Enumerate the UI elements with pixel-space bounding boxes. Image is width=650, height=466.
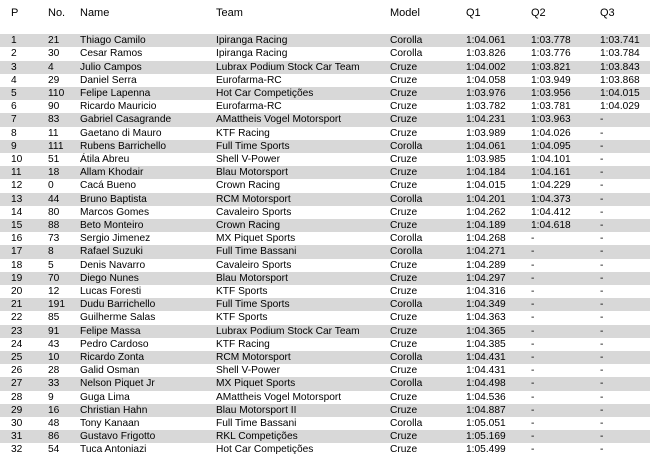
cell-q2-time: - <box>531 233 535 245</box>
cell-position: 31 <box>11 431 23 443</box>
cell-q1-time: 1:04.498 <box>466 378 506 390</box>
cell-car-model: Corolla <box>390 233 423 245</box>
cell-position: 17 <box>11 246 23 258</box>
cell-team-name: Blau Motorsport II <box>216 404 297 416</box>
header-model: Model <box>390 7 420 19</box>
header-q1: Q1 <box>466 7 481 19</box>
cell-q2-time: 1:03.821 <box>531 61 571 73</box>
table-row <box>0 87 650 100</box>
cell-q2-time: 1:04.229 <box>531 180 571 192</box>
cell-q3-time: - <box>600 206 604 218</box>
table-row <box>0 47 650 60</box>
cell-car-model: Cruze <box>390 325 418 337</box>
cell-q2-time: - <box>531 259 535 271</box>
cell-car-number: 33 <box>48 378 60 390</box>
cell-driver-name: Pedro Cardoso <box>80 338 149 350</box>
cell-q2-time: - <box>531 325 535 337</box>
cell-car-model: Cruze <box>390 74 418 86</box>
cell-car-number: 5 <box>48 259 54 271</box>
cell-driver-name: Ricardo Zonta <box>80 352 144 363</box>
cell-q3-time: 1:03.843 <box>600 61 640 73</box>
cell-q2-time: 1:04.026 <box>531 127 571 139</box>
cell-position: 21 <box>11 299 23 311</box>
cell-car-number: 9 <box>48 391 54 403</box>
cell-q3-time: - <box>600 272 604 284</box>
cell-driver-name: Julio Campos <box>80 61 142 73</box>
cell-driver-name: Nelson Piquet Jr <box>80 378 155 390</box>
table-row <box>0 61 650 74</box>
cell-q3-time: 1:03.741 <box>600 35 640 47</box>
cell-team-name: MX Piquet Sports <box>216 378 296 390</box>
cell-q2-time: - <box>531 246 535 258</box>
cell-q2-time: 1:04.618 <box>531 220 571 231</box>
cell-car-number: 16 <box>48 404 60 416</box>
cell-driver-name: Sergio Jimenez <box>80 233 151 245</box>
cell-q3-time: - <box>600 338 604 350</box>
table-row <box>0 417 650 430</box>
cell-position: 26 <box>11 365 23 377</box>
cell-q3-time: - <box>600 418 604 429</box>
cell-position: 6 <box>11 101 17 113</box>
cell-car-number: 73 <box>48 233 60 245</box>
table-row <box>0 351 650 364</box>
cell-q1-time: 1:04.058 <box>466 74 506 86</box>
cell-car-number: 28 <box>48 365 60 377</box>
table-row <box>0 364 650 377</box>
cell-position: 18 <box>11 259 23 271</box>
cell-driver-name: Ricardo Mauricio <box>80 101 157 113</box>
cell-q3-time: - <box>600 220 604 231</box>
cell-q3-time: - <box>600 154 604 165</box>
cell-driver-name: Gaetano di Mauro <box>80 127 162 139</box>
cell-position: 16 <box>11 233 23 245</box>
cell-q3-time: - <box>600 246 604 258</box>
cell-car-number: 4 <box>48 61 54 73</box>
cell-driver-name: Rafael Suzuki <box>80 246 143 258</box>
cell-car-model: Corolla <box>390 352 423 363</box>
cell-q1-time: 1:04.201 <box>466 193 506 205</box>
table-row <box>0 430 650 443</box>
cell-driver-name: Guilherme Salas <box>80 312 156 324</box>
cell-driver-name: Lucas Foresti <box>80 286 142 297</box>
cell-driver-name: Denis Navarro <box>80 259 146 271</box>
cell-position: 15 <box>11 220 23 231</box>
table-row <box>0 272 650 285</box>
cell-q1-time: 1:04.365 <box>466 325 506 337</box>
cell-car-model: Cruze <box>390 286 418 297</box>
cell-position: 28 <box>11 391 23 403</box>
cell-car-model: Corolla <box>390 48 423 60</box>
cell-car-model: Cruze <box>390 404 418 416</box>
cell-driver-name: Bruno Baptista <box>80 193 147 205</box>
cell-position: 4 <box>11 74 17 86</box>
table-row <box>0 377 650 390</box>
cell-position: 30 <box>11 418 23 429</box>
cell-q2-time: - <box>531 299 535 311</box>
cell-q1-time: 1:04.015 <box>466 180 506 192</box>
cell-q1-time: 1:03.976 <box>466 88 506 99</box>
cell-q3-time: - <box>600 127 604 139</box>
cell-car-number: 21 <box>48 35 60 47</box>
cell-car-model: Corolla <box>390 246 423 258</box>
cell-position: 9 <box>11 140 17 152</box>
cell-team-name: Ipiranga Racing <box>216 48 288 60</box>
cell-car-number: 48 <box>48 418 60 429</box>
cell-q1-time: 1:04.061 <box>466 140 506 152</box>
cell-q3-time: - <box>600 193 604 205</box>
table-row <box>0 245 650 258</box>
cell-position: 23 <box>11 325 23 337</box>
cell-q2-time: 1:04.095 <box>531 140 571 152</box>
table-row <box>0 100 650 113</box>
cell-car-number: 8 <box>48 246 54 258</box>
cell-car-number: 80 <box>48 206 60 218</box>
cell-q2-time: - <box>531 338 535 350</box>
cell-team-name: Eurofarma-RC <box>216 101 282 113</box>
table-row <box>0 219 650 232</box>
cell-team-name: Lubrax Podium Stock Car Team <box>216 61 360 73</box>
cell-q1-time: 1:05.051 <box>466 418 506 429</box>
cell-position: 14 <box>11 206 23 218</box>
cell-q1-time: 1:04.349 <box>466 299 506 311</box>
table-row <box>0 113 650 126</box>
cell-q2-time: - <box>531 431 535 443</box>
cell-q2-time: 1:04.373 <box>531 193 571 205</box>
cell-position: 5 <box>11 88 17 99</box>
cell-position: 8 <box>11 127 17 139</box>
cell-car-number: 11 <box>48 127 59 139</box>
cell-team-name: MX Piquet Sports <box>216 233 296 245</box>
table-row <box>0 74 650 87</box>
cell-driver-name: Felipe Massa <box>80 325 141 337</box>
table-row <box>0 404 650 417</box>
cell-q1-time: 1:03.826 <box>466 48 506 60</box>
cell-car-number: 54 <box>48 444 60 456</box>
cell-driver-name: Galid Osman <box>80 365 140 377</box>
cell-position: 32 <box>11 444 23 456</box>
cell-car-model: Cruze <box>390 312 418 324</box>
cell-q2-time: - <box>531 444 535 456</box>
cell-driver-name: Rubens Barrichello <box>80 140 167 152</box>
table-row <box>0 140 650 153</box>
cell-car-number: 110 <box>48 88 65 99</box>
cell-q2-time: 1:03.778 <box>531 35 571 47</box>
cell-car-model: Cruze <box>390 272 418 284</box>
cell-q1-time: 1:04.268 <box>466 233 506 245</box>
cell-q3-time: - <box>600 391 604 403</box>
cell-team-name: KTF Sports <box>216 312 268 324</box>
cell-q1-time: 1:05.169 <box>466 431 506 443</box>
cell-team-name: Eurofarma-RC <box>216 74 282 86</box>
cell-q1-time: 1:04.184 <box>466 167 506 179</box>
cell-q1-time: 1:03.989 <box>466 127 506 139</box>
cell-q1-time: 1:05.499 <box>466 444 506 456</box>
cell-q3-time: - <box>600 352 604 363</box>
cell-car-model: Cruze <box>390 338 418 350</box>
cell-car-model: Cruze <box>390 365 418 377</box>
cell-position: 27 <box>11 378 23 390</box>
cell-driver-name: Allam Khodair <box>80 167 144 179</box>
cell-q3-time: 1:03.868 <box>600 74 640 86</box>
cell-q3-time: - <box>600 431 604 443</box>
cell-driver-name: Christian Hahn <box>80 404 148 416</box>
cell-car-model: Cruze <box>390 61 418 73</box>
cell-position: 7 <box>11 114 17 126</box>
cell-q1-time: 1:04.002 <box>466 61 506 73</box>
cell-position: 11 <box>11 167 22 179</box>
cell-team-name: RCM Motorsport <box>216 352 291 363</box>
cell-position: 12 <box>11 180 23 192</box>
cell-team-name: Hot Car Competições <box>216 88 314 99</box>
cell-q3-time: - <box>600 167 604 179</box>
table-row <box>0 166 650 179</box>
cell-car-number: 191 <box>48 299 65 311</box>
cell-team-name: Crown Racing <box>216 180 280 192</box>
cell-q2-time: - <box>531 352 535 363</box>
cell-team-name: AMattheis Vogel Motorsport <box>216 391 342 403</box>
cell-q3-time: - <box>600 404 604 416</box>
cell-driver-name: Beto Monteiro <box>80 220 144 231</box>
cell-q3-time: - <box>600 286 604 297</box>
cell-q3-time: - <box>600 114 604 126</box>
cell-q1-time: 1:04.262 <box>466 206 506 218</box>
table-row <box>0 193 650 206</box>
cell-car-model: Cruze <box>390 391 418 403</box>
cell-car-model: Cruze <box>390 431 418 443</box>
cell-position: 29 <box>11 404 23 416</box>
table-row <box>0 338 650 351</box>
cell-car-model: Cruze <box>390 114 418 126</box>
cell-car-number: 18 <box>48 167 60 179</box>
cell-team-name: Lubrax Podium Stock Car Team <box>216 325 360 337</box>
cell-car-model: Corolla <box>390 140 423 152</box>
cell-q1-time: 1:04.316 <box>466 286 506 297</box>
cell-q2-time: 1:04.412 <box>531 206 571 218</box>
cell-team-name: KTF Racing <box>216 127 270 139</box>
cell-q1-time: 1:03.782 <box>466 101 506 113</box>
cell-q1-time: 1:04.289 <box>466 259 506 271</box>
cell-car-model: Cruze <box>390 101 418 113</box>
cell-driver-name: Gustavo Frigotto <box>80 431 156 443</box>
cell-team-name: Cavaleiro Sports <box>216 206 292 218</box>
cell-car-number: 86 <box>48 431 60 443</box>
cell-driver-name: Gabriel Casagrande <box>80 114 172 126</box>
header-position: P <box>11 7 19 19</box>
cell-q3-time: - <box>600 378 604 390</box>
cell-car-model: Corolla <box>390 299 423 311</box>
cell-car-number: 0 <box>48 180 54 192</box>
cell-car-model: Cruze <box>390 180 418 192</box>
cell-team-name: Full Time Sports <box>216 140 290 152</box>
cell-q1-time: 1:04.385 <box>466 338 506 350</box>
cell-q1-time: 1:04.431 <box>466 352 506 363</box>
cell-team-name: Ipiranga Racing <box>216 35 288 47</box>
cell-car-number: 70 <box>48 272 60 284</box>
header-q2: Q2 <box>531 7 546 19</box>
cell-team-name: Shell V-Power <box>216 365 280 377</box>
cell-team-name: RCM Motorsport <box>216 193 291 205</box>
cell-q1-time: 1:04.271 <box>466 246 506 258</box>
cell-q1-time: 1:04.431 <box>466 365 506 377</box>
cell-q2-time: 1:03.949 <box>531 74 571 86</box>
cell-q2-time: - <box>531 418 535 429</box>
cell-q3-time: - <box>600 365 604 377</box>
cell-q2-time: 1:04.101 <box>531 154 571 165</box>
cell-driver-name: Tuca Antoniazi <box>80 444 147 456</box>
cell-q2-time: 1:03.781 <box>531 101 571 113</box>
cell-car-number: 51 <box>48 154 60 165</box>
cell-position: 20 <box>11 286 23 297</box>
cell-q2-time: - <box>531 365 535 377</box>
cell-team-name: Blau Motorsport <box>216 167 288 179</box>
cell-position: 3 <box>11 61 17 73</box>
cell-team-name: Hot Car Competições <box>216 444 314 456</box>
cell-q1-time: 1:04.363 <box>466 312 506 324</box>
cell-team-name: Shell V-Power <box>216 154 280 165</box>
cell-driver-name: Cesar Ramos <box>80 48 143 60</box>
cell-position: 19 <box>11 272 23 284</box>
cell-driver-name: Átila Abreu <box>80 154 130 165</box>
cell-driver-name: Dudu Barrichello <box>80 299 156 311</box>
header-name: Name <box>80 7 110 19</box>
cell-q2-time: 1:03.963 <box>531 114 571 126</box>
table-row <box>0 311 650 324</box>
table-row <box>0 206 650 219</box>
table-row <box>0 34 650 47</box>
cell-q2-time: - <box>531 404 535 416</box>
cell-q3-time: 1:04.029 <box>600 101 640 113</box>
cell-q2-time: - <box>531 378 535 390</box>
cell-q2-time: - <box>531 312 535 324</box>
cell-car-model: Cruze <box>390 206 418 218</box>
table-row <box>0 285 650 298</box>
cell-car-number: 12 <box>48 286 60 297</box>
table-row <box>0 298 650 311</box>
cell-car-number: 91 <box>48 325 60 337</box>
cell-driver-name: Felipe Lapenna <box>80 88 151 99</box>
cell-car-number: 88 <box>48 220 60 231</box>
cell-team-name: Blau Motorsport <box>216 272 288 284</box>
cell-car-number: 83 <box>48 114 60 126</box>
cell-team-name: KTF Racing <box>216 338 270 350</box>
cell-position: 25 <box>11 352 23 363</box>
cell-car-model: Cruze <box>390 127 418 139</box>
cell-q2-time: - <box>531 286 535 297</box>
table-row <box>0 259 650 272</box>
table-row <box>0 325 650 338</box>
cell-q3-time: - <box>600 299 604 311</box>
cell-q3-time: - <box>600 233 604 245</box>
cell-q2-time: 1:03.956 <box>531 88 571 99</box>
cell-q2-time: - <box>531 391 535 403</box>
cell-car-model: Corolla <box>390 378 423 390</box>
cell-car-model: Corolla <box>390 35 423 47</box>
cell-car-number: 44 <box>48 193 60 205</box>
header-q3: Q3 <box>600 7 615 19</box>
table-row <box>0 232 650 245</box>
cell-team-name: Full Time Bassani <box>216 246 297 258</box>
cell-driver-name: Marcos Gomes <box>80 206 150 218</box>
cell-car-model: Cruze <box>390 88 418 99</box>
cell-team-name: RKL Competições <box>216 431 298 443</box>
cell-team-name: Crown Racing <box>216 220 280 231</box>
cell-q3-time: - <box>600 312 604 324</box>
cell-driver-name: Guga Lima <box>80 391 130 403</box>
cell-q1-time: 1:04.536 <box>466 391 506 403</box>
table-row <box>0 179 650 192</box>
cell-car-number: 10 <box>48 352 60 363</box>
cell-q1-time: 1:04.297 <box>466 272 506 284</box>
header-number: No. <box>48 7 66 19</box>
cell-q3-time: - <box>600 444 604 456</box>
cell-q1-time: 1:04.189 <box>466 220 506 231</box>
table-row <box>0 391 650 404</box>
cell-q3-time: - <box>600 140 604 152</box>
cell-car-model: Cruze <box>390 259 418 271</box>
cell-q3-time: - <box>600 325 604 337</box>
cell-car-number: 30 <box>48 48 60 60</box>
cell-q2-time: 1:04.161 <box>531 167 571 179</box>
cell-team-name: Full Time Bassani <box>216 418 297 429</box>
cell-team-name: KTF Sports <box>216 286 268 297</box>
cell-driver-name: Diego Nunes <box>80 272 139 284</box>
cell-car-number: 90 <box>48 101 60 113</box>
cell-car-model: Corolla <box>390 193 423 205</box>
table-row <box>0 153 650 166</box>
cell-q2-time: - <box>531 272 535 284</box>
cell-car-number: 43 <box>48 338 60 350</box>
cell-q1-time: 1:04.887 <box>466 404 506 416</box>
cell-q1-time: 1:04.061 <box>466 35 506 47</box>
cell-position: 24 <box>11 338 23 350</box>
cell-car-model: Cruze <box>390 444 418 456</box>
cell-car-model: Cruze <box>390 154 418 165</box>
cell-q3-time: 1:04.015 <box>600 88 640 99</box>
cell-car-number: 111 <box>48 140 64 152</box>
cell-position: 1 <box>11 35 17 47</box>
cell-position: 22 <box>11 312 23 324</box>
cell-q2-time: 1:03.776 <box>531 48 571 60</box>
cell-q3-time: - <box>600 259 604 271</box>
cell-car-model: Cruze <box>390 167 418 179</box>
cell-car-number: 29 <box>48 74 60 86</box>
table-header <box>0 0 650 26</box>
cell-car-model: Corolla <box>390 418 423 429</box>
cell-q1-time: 1:03.985 <box>466 154 506 165</box>
header-team: Team <box>216 7 243 19</box>
cell-team-name: AMattheis Vogel Motorsport <box>216 114 342 126</box>
cell-q3-time: 1:03.784 <box>600 48 640 60</box>
cell-car-model: Cruze <box>390 220 418 231</box>
cell-driver-name: Thiago Camilo <box>80 35 146 47</box>
cell-driver-name: Daniel Serra <box>80 74 137 86</box>
cell-team-name: Cavaleiro Sports <box>216 259 292 271</box>
cell-driver-name: Cacá Bueno <box>80 180 137 192</box>
table-row <box>0 127 650 140</box>
cell-team-name: Full Time Sports <box>216 299 290 311</box>
cell-q1-time: 1:04.231 <box>466 114 506 126</box>
cell-position: 10 <box>11 154 23 165</box>
table-row <box>0 443 650 456</box>
cell-q3-time: - <box>600 180 604 192</box>
cell-car-number: 85 <box>48 312 60 324</box>
cell-position: 13 <box>11 193 23 205</box>
cell-driver-name: Tony Kanaan <box>80 418 140 429</box>
cell-position: 2 <box>11 48 17 60</box>
